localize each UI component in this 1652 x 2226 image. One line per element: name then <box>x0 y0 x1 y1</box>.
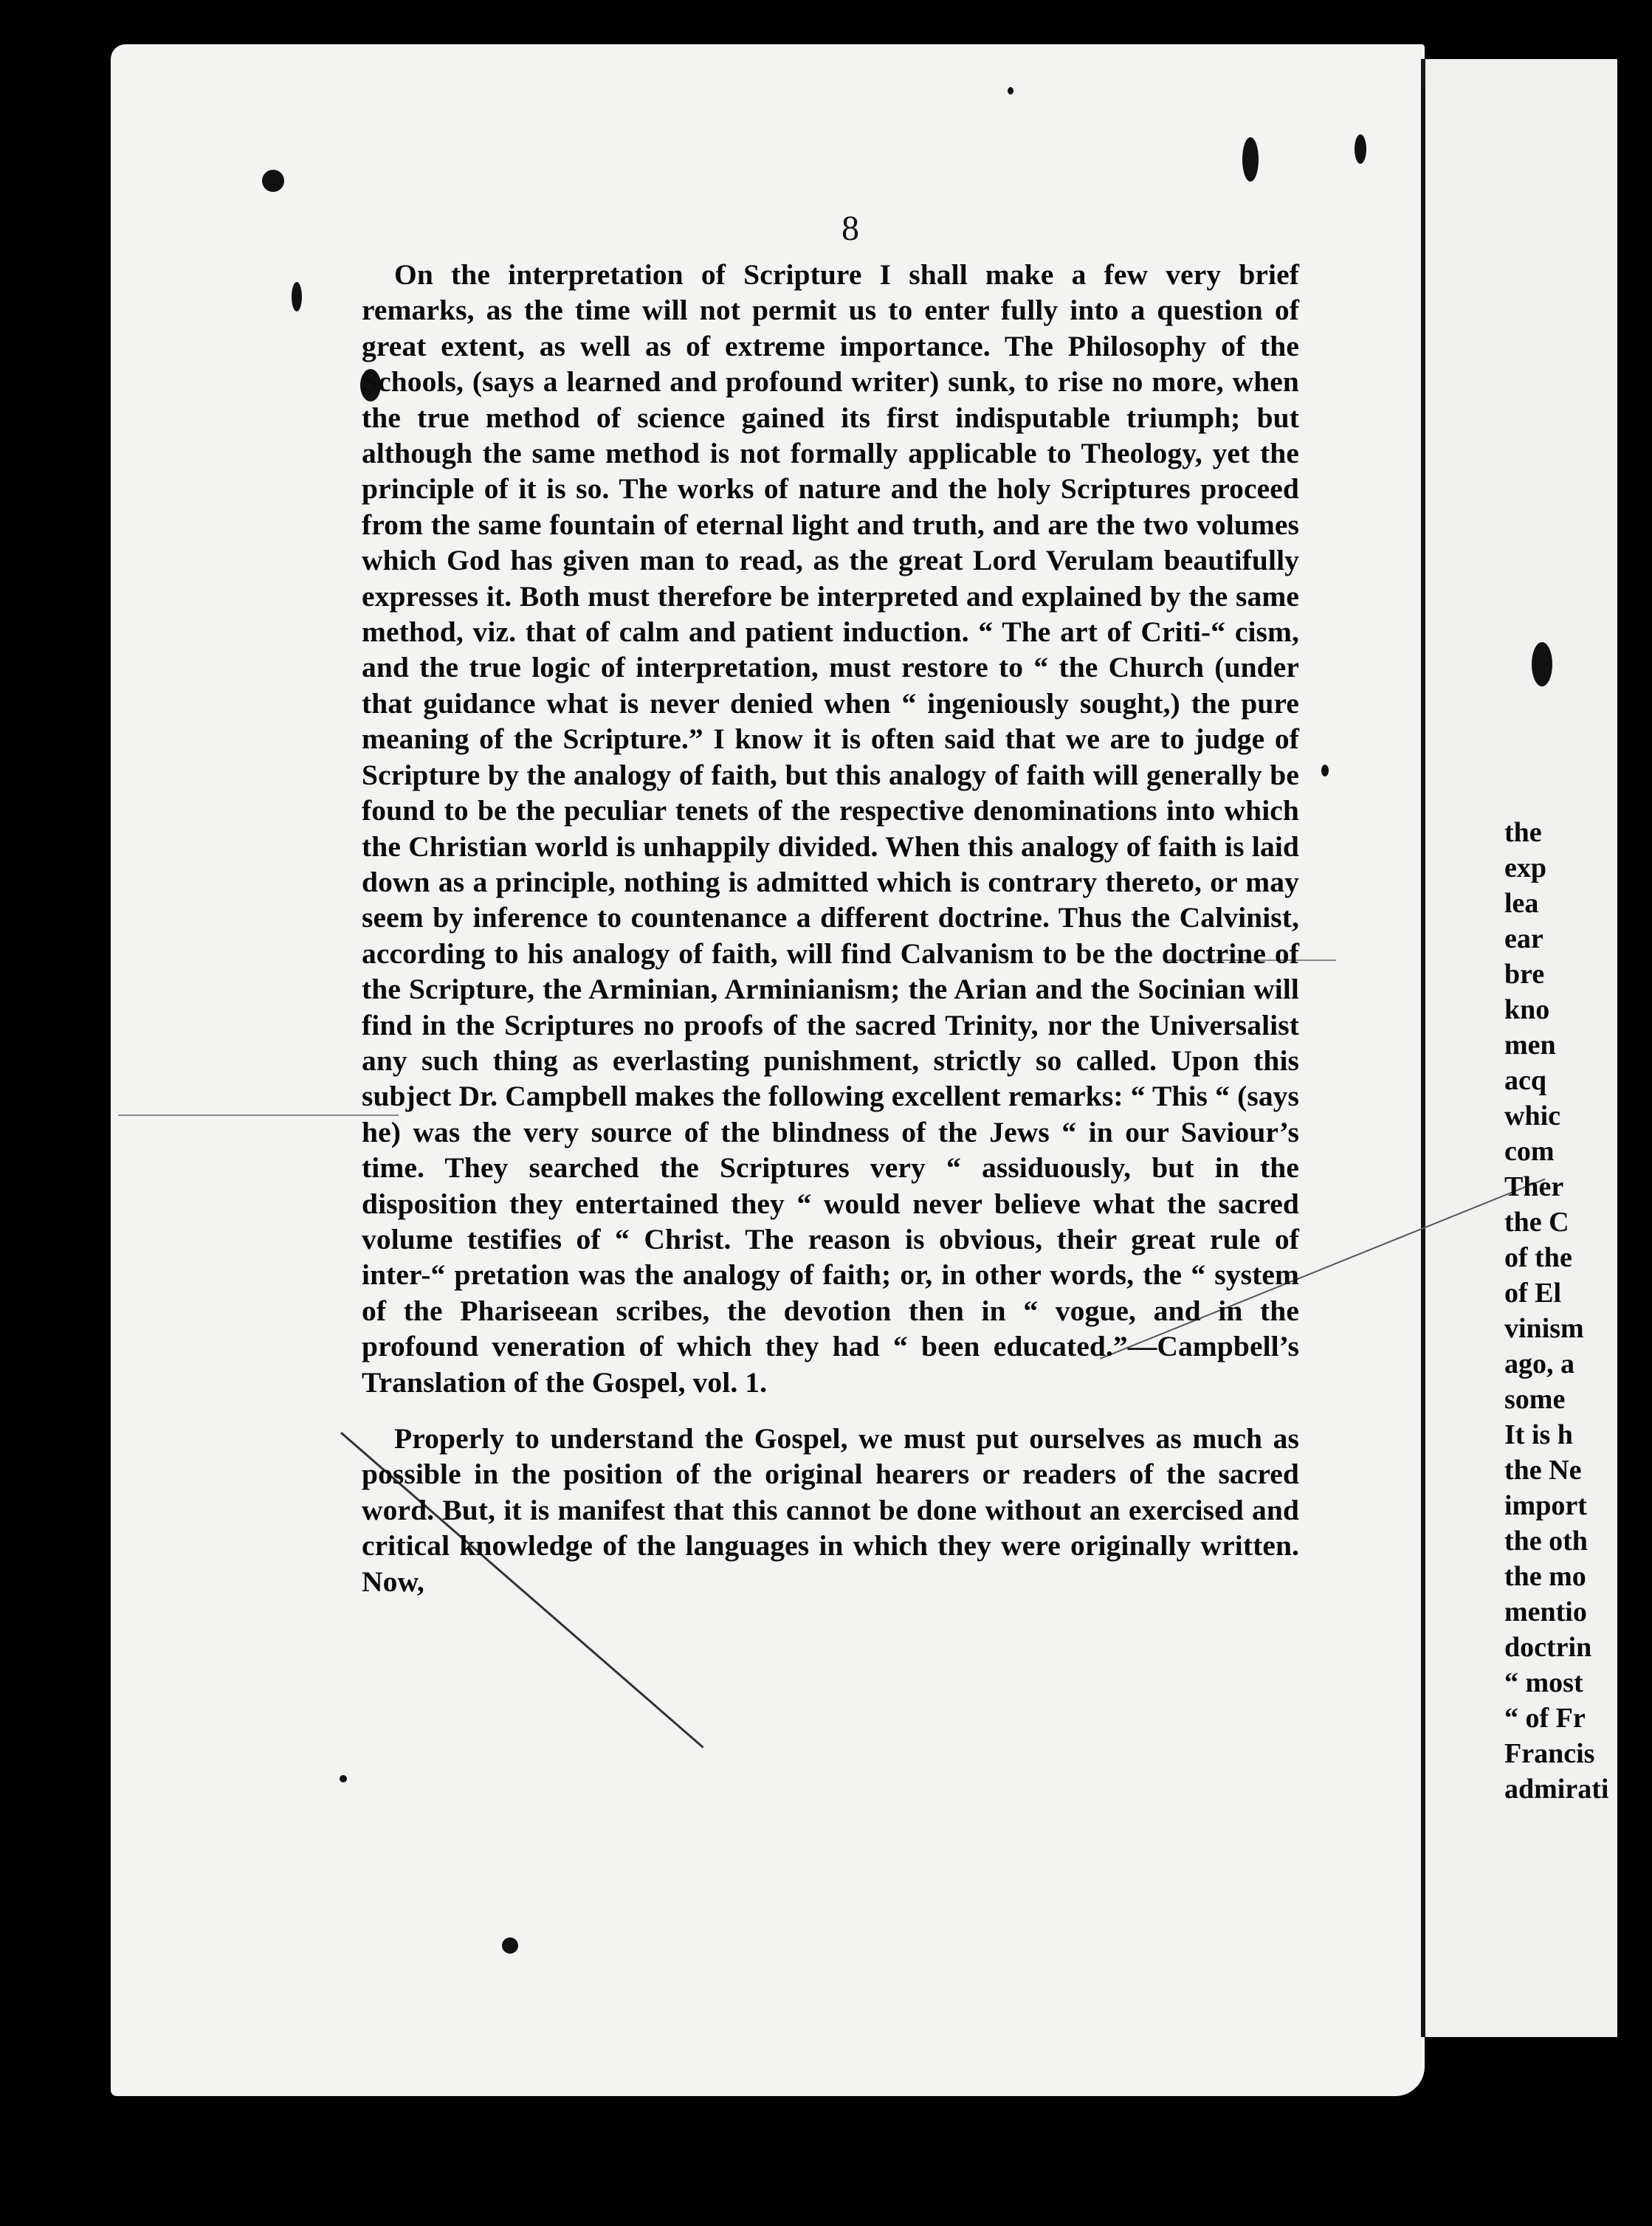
facing-page-line: the oth <box>1504 1526 1588 1557</box>
facing-page-line: ear <box>1504 923 1543 954</box>
facing-page-line: kno <box>1504 994 1550 1025</box>
facing-page-line: Ther <box>1504 1171 1564 1202</box>
ink-speck <box>502 1937 518 1954</box>
paragraph: On the interpretation of Scripture I shall make a few very brief remarks, as the time will not permit us to enter fully into a question of great extent, as well as of extreme importance. The Philosophy of the Schools, (says a learned and profound writer) sunk, to rise no more, when the true method of science gained its first indisputable triumph; but although the same method is not formally applicable to Theology, yet the principle of it is so. The works of nature and the holy Scriptures proceed from the same fountain of eternal light and truth, and are the two volumes which God has given man to read, as the great Lord Verulam beautifully expresses it. Both must therefore be interpreted and explained by the same method, viz. that of calm and patient induction. “ The art of Criti-“ cism, and the true logic of interpretation, must restore to “ the Church (under that guidance what is never denied when “ ingeniously sought,) the pure meaning of the Scripture.” I know it is often said that we are to judge of Scripture by the analogy of faith, but this analogy of faith will generally be found to be the peculiar tenets of the respective denominations into which the Christian world is unhappily divided. When this analogy of faith is laid down as a principle, nothing is admitted which is contrary thereto, or may seem by inference to countenance a different doctrine. Thus the Calvinist, according to his analogy of faith, will find Calvanism to be the doctrine of the Scripture, the Arminian, Arminianism; the Arian and the Socinian will find in the Scriptures no proofs of the sacred Trinity, nor the Universalist any such thing as everlasting punishment, strictly so called. Upon this subject Dr. Campbell makes the following excellent remarks: “ This “ (says he) was the very source of the blindness of the Jews “ in our Saviour’s time. They searched the Scriptures very “ assiduously, but in the disposition they entertained they “ would never believe what the sacred volume testifies of “ Christ. The reason is obvious, their great rule of inter-“ pretation was the analogy of faith; or, in other words, the “ system of the Phariseean scribes, the devotion then in “ vogue, and in the profound veneration of which they had “ been educated.”—Campbell’s Translation of the Gospel, vol. 1. <box>362 258 1299 1399</box>
ink-speck <box>1242 137 1259 182</box>
facing-page-line: bre <box>1504 959 1545 990</box>
ink-speck <box>1008 87 1013 94</box>
facing-page-line: the mo <box>1504 1561 1586 1592</box>
facing-page-line: ago, a <box>1504 1348 1574 1379</box>
facing-page-line: acq <box>1504 1065 1546 1096</box>
facing-page-line: the Ne <box>1504 1455 1582 1486</box>
facing-page-line: doctrin <box>1504 1632 1592 1663</box>
facing-page-line: men <box>1504 1030 1556 1061</box>
facing-page-line: of El <box>1504 1278 1562 1309</box>
facing-page-line: of the <box>1504 1242 1572 1273</box>
ink-speck <box>1321 765 1329 776</box>
ink-speck <box>340 1775 347 1782</box>
facing-page-line: the C <box>1504 1207 1569 1238</box>
ink-speck <box>262 170 284 192</box>
facing-page-line: import <box>1504 1490 1587 1521</box>
facing-page-line: lea <box>1504 888 1539 919</box>
facing-page-line: “ most <box>1504 1667 1583 1698</box>
facing-page-line: It is h <box>1504 1419 1573 1450</box>
ink-speck <box>292 282 302 311</box>
ink-speck <box>1532 642 1552 686</box>
facing-page-line: “ of Fr <box>1504 1703 1586 1734</box>
ink-speck <box>1355 134 1366 164</box>
facing-page-line: mentio <box>1504 1596 1587 1627</box>
facing-page-line: admirati <box>1504 1774 1609 1805</box>
paragraph: Properly to understand the Gospel, we must put ourselves as much as possible in the position of the original hearers or readers of the sacred word. But, it is manifest that this cannot be done without an exercised and critical knowledge of the languages in which they were originally written. Now, <box>362 1422 1299 1598</box>
facing-page-line: Francis <box>1504 1738 1595 1769</box>
body-text <box>362 257 1299 1599</box>
page-number: 8 <box>842 209 859 248</box>
page-gutter <box>1421 89 1425 2037</box>
facing-page-line: exp <box>1504 852 1546 883</box>
facing-page-line: some <box>1504 1384 1566 1415</box>
facing-page-line: whic <box>1504 1100 1560 1131</box>
scan-dash <box>118 1114 399 1116</box>
facing-page-line: vinism <box>1504 1313 1584 1344</box>
facing-page-line: com <box>1504 1136 1555 1167</box>
facing-page-line: the <box>1504 817 1542 848</box>
